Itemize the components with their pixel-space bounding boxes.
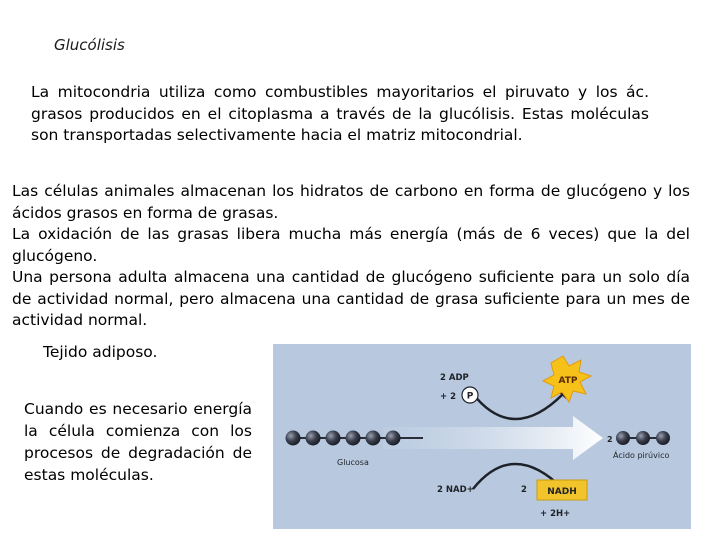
glycolysis-diagram — [273, 344, 691, 529]
pyruvic-acid-label: Ácido pirúvico — [613, 451, 670, 460]
glucose-bead — [286, 431, 301, 446]
glucose-bead — [346, 431, 361, 446]
reserves-paragraph: Una persona adulta almacena una cantidad de glucógeno suficiente para un solo día de actividad normal, pero almacena una cantidad de grasa suficiente para un mes de actividad normal. — [12, 268, 690, 329]
glucose-bead — [306, 431, 321, 446]
glucose-label: Glucosa — [337, 458, 369, 467]
nadh-count-label: 2 — [521, 485, 527, 495]
glycolysis-diagram-svg — [273, 344, 691, 529]
degradation-paragraph: Cuando es necesario energía la célula comienza con los procesos de degradación de estas moléculas. — [24, 400, 252, 484]
h-plus-label: + 2H+ — [540, 509, 571, 519]
nadh-label: NADH — [547, 487, 577, 497]
intro-paragraph: La mitocondria utiliza como combustibles mayoritarios el piruvato y los ác. grasos producidos en el citoplasma a través de la glucólisis. Estas moléculas son transportadas selectivamente hacia el matriz mitocondrial. — [31, 83, 649, 144]
slide-title: Glucólisis — [54, 36, 125, 54]
plus-two-label: + 2 — [440, 392, 456, 402]
pyruvate-bead — [656, 431, 670, 445]
glucose-bead — [326, 431, 341, 446]
adipose-caption: Tejido adiposo. — [43, 343, 158, 361]
glucose-bead — [366, 431, 381, 446]
pyruvate-bead — [616, 431, 630, 445]
oxidation-paragraph: La oxidación de las grasas libera mucha más energía (más de 6 veces) que la del glucógeno. — [12, 225, 690, 265]
storage-paragraph: Las células animales almacenan los hidratos de carbono en forma de glucógeno y los ácidos grasos en forma de grasas. — [12, 182, 690, 222]
adp-label: 2 ADP — [440, 373, 469, 383]
atp-label: ATP — [558, 376, 578, 386]
glucose-bead — [386, 431, 401, 446]
nad-label: 2 NAD+ — [437, 485, 474, 495]
phosphate-label: P — [466, 391, 474, 402]
storage-text-block — [12, 181, 690, 332]
pyruvate-bead — [636, 431, 650, 445]
pyruvate-count-label: 2 — [607, 435, 613, 444]
